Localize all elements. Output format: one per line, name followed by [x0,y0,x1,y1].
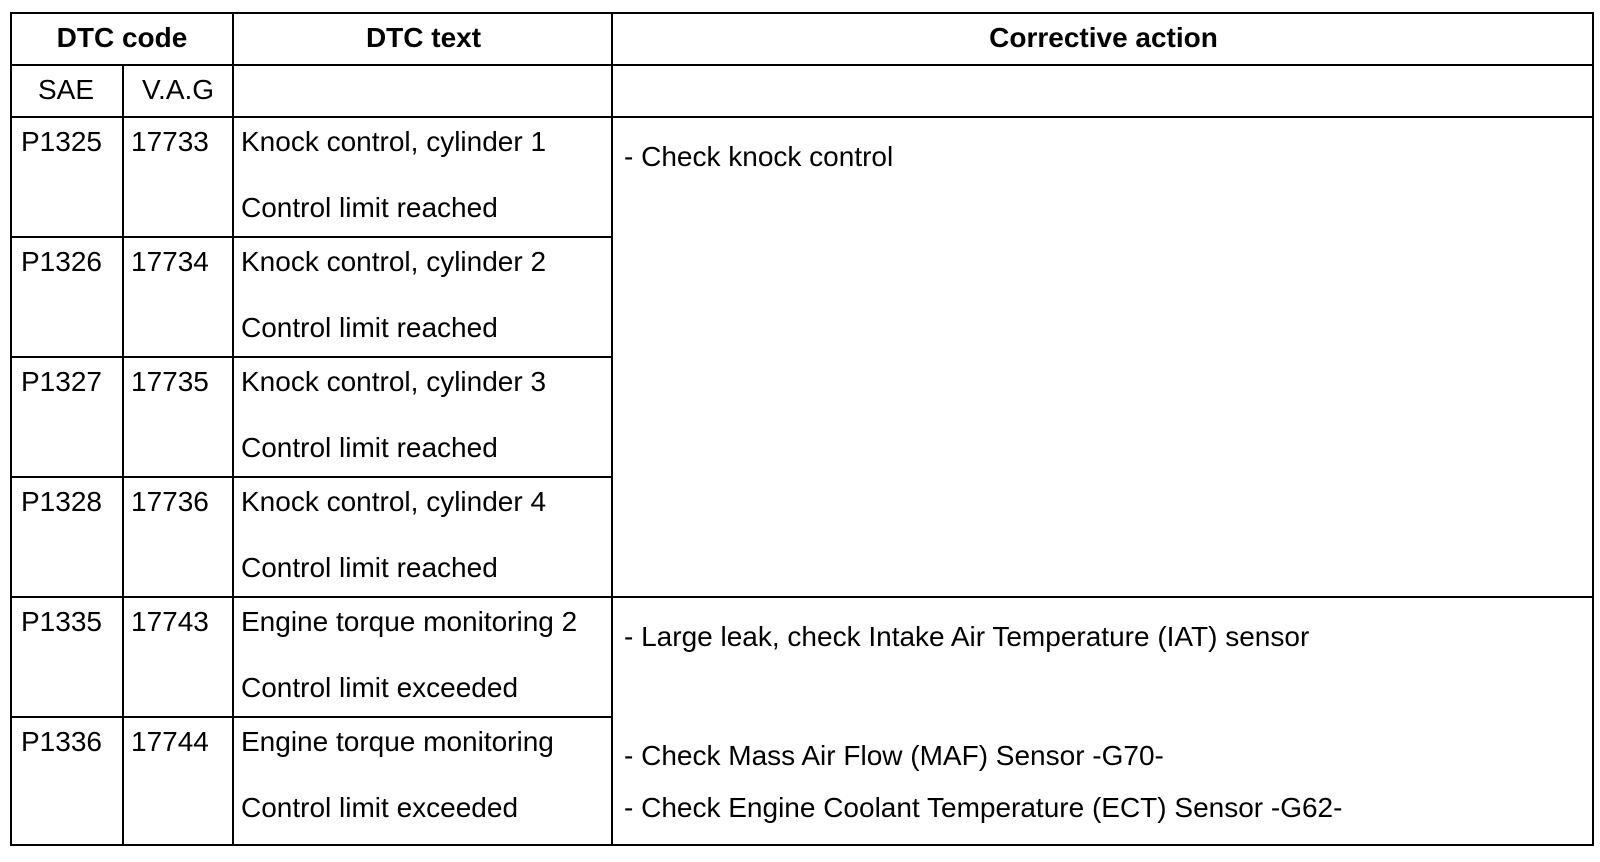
header-dtc-text: DTC text [365,22,482,53]
row-4-vag: 17736 [131,486,209,517]
divider-text-action [611,12,613,846]
header-rule [10,64,1594,66]
action-torque-3: - Check Engine Coolant Temperature (ECT) Sensor -G62- [624,792,1343,823]
subheader-rule [10,116,1594,118]
dtc-table [10,12,1594,846]
row-4-text-line2: Control limit reached [241,552,498,583]
header-dtc-code: DTC code [56,22,188,53]
row-1-text-line1: Knock control, cylinder 1 [241,126,547,157]
row-rule-1 [10,236,613,238]
table-border-right [1592,12,1594,846]
row-1-vag: 17733 [131,126,209,157]
row-3-text-line2: Control limit reached [241,432,498,463]
action-torque-2: - Check Mass Air Flow (MAF) Sensor -G70- [624,740,1164,771]
group-rule [10,596,1594,598]
header-vag: V.A.G [141,74,215,105]
row-2-sae: P1326 [21,246,102,277]
row-4-text-line1: Knock control, cylinder 4 [241,486,547,517]
row-5-text-line1: Engine torque monitoring 2 [241,606,578,637]
divider-code-text [232,12,234,846]
row-6-text-line1: Engine torque monitoring [241,726,554,757]
table-border-bottom [10,844,1594,846]
header-corrective-action: Corrective action [989,22,1218,53]
table-border-top [10,12,1594,14]
row-5-text-line2: Control limit exceeded [241,672,519,703]
header-sae: SAE [37,74,95,105]
row-3-sae: P1327 [21,366,102,397]
row-rule-5 [10,716,613,718]
row-rule-3 [10,476,613,478]
table-border-left [10,12,12,846]
row-2-text-line1: Knock control, cylinder 2 [241,246,547,277]
row-6-sae: P1336 [21,726,102,757]
row-5-vag: 17743 [131,606,209,637]
row-1-sae: P1325 [21,126,102,157]
row-1-text-line2: Control limit reached [241,192,498,223]
row-2-vag: 17734 [131,246,209,277]
action-torque-1: - Large leak, check Intake Air Temperature (IAT) sensor [624,621,1310,652]
row-3-text-line1: Knock control, cylinder 3 [241,366,547,397]
row-4-sae: P1328 [21,486,102,517]
action-knock: - Check knock control [624,141,894,172]
divider-sae-vag [122,65,124,846]
row-6-vag: 17744 [131,726,209,757]
row-rule-2 [10,356,613,358]
row-5-sae: P1335 [21,606,102,637]
row-6-text-line2: Control limit exceeded [241,792,519,823]
row-2-text-line2: Control limit reached [241,312,498,343]
row-3-vag: 17735 [131,366,209,397]
